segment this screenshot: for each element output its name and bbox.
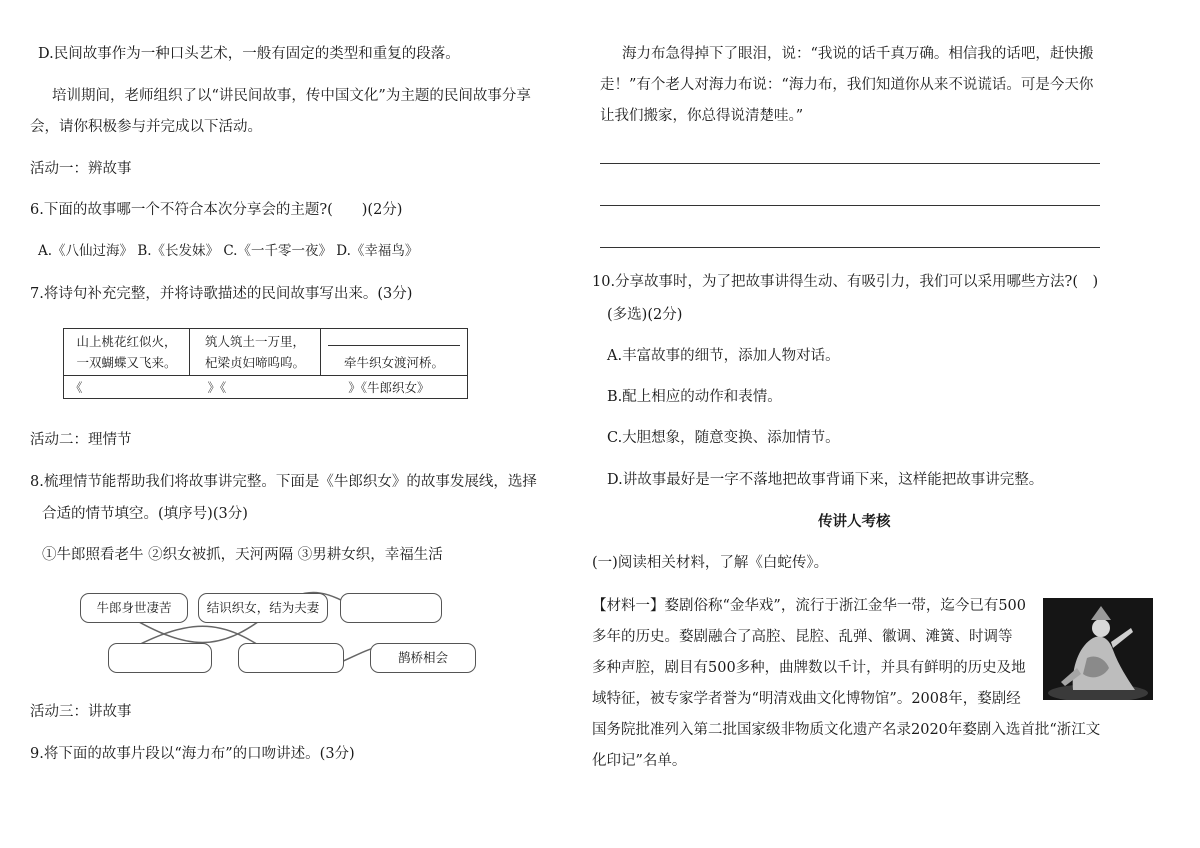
title-bracket-2: 》《 (207, 379, 227, 395)
flow-box-6: 鹊桥相会 (370, 643, 476, 673)
story-line1: 海力布急得掉下了眼泪，说：“我说的话千真万确。相信我的话吧，赶快搬 (622, 46, 1094, 62)
option-d: D.民间故事作为一种口头艺术，一般有固定的类型和重复的段落。 (38, 46, 460, 62)
poem-line: 山上桃花红似火， (76, 334, 177, 349)
flow-box-4-blank[interactable] (108, 643, 212, 673)
poem-line: 筑人筑土一万里， (204, 334, 305, 349)
subsection-1: (一)阅读相关材料，了解《白蛇传》。 (592, 555, 829, 571)
intro-line2: 会，请你积极参与并完成以下活动。 (30, 119, 262, 135)
material1-line3: 多种声腔，剧目有500多种，曲牌数以千计，并具有鲜明的历史及地 (592, 660, 1026, 676)
title-bracket-3: 》《牛郎织女》 (348, 379, 430, 395)
question-8-line2: 合适的情节填空。(填序号)(3分) (42, 506, 248, 522)
question-10-line1: 10.分享故事时，为了把故事讲得生动、有吸引力，我们可以采用哪些方法?( ) (592, 274, 1099, 290)
poem-blank[interactable] (328, 331, 460, 346)
question-6: 6.下面的故事哪一个不符合本次分享会的主题?( )(2分) (30, 202, 403, 218)
title-bracket-1: 《 (70, 379, 83, 395)
poem-cell-1 (64, 329, 190, 376)
question-8-options: ①牛郎照看老牛 ②织女被抓，天河两隔 ③男耕女织，幸福生活 (42, 547, 443, 563)
flow-box-2: 结识织女，结为夫妻 (198, 593, 328, 623)
material1-line4: 域特征，被专家学者誉为“明清戏曲文化博物馆”。2008年，婺剧经 (592, 691, 1021, 707)
question-10-option-b: B.配上相应的动作和表情。 (607, 389, 782, 405)
intro-line1: 培训期间，老师组织了以“讲民间故事，传中国文化”为主题的民间故事分享 (52, 88, 531, 104)
poem-line: 杞梁贞妇啼呜呜。 (204, 355, 305, 370)
flow-box-1: 牛郎身世凄苦 (80, 593, 188, 623)
question-10-option-a: A.丰富故事的细节，添加人物对话。 (607, 348, 840, 364)
activity3-heading: 活动三：讲故事 (30, 704, 132, 720)
question-10-line2: (多选)(2分) (607, 307, 683, 323)
flow-box-3-blank[interactable] (340, 593, 442, 623)
answer-line-1[interactable] (600, 163, 1100, 164)
story-line3: 让我们搬家，你总得说清楚哇。” (600, 108, 804, 124)
question-10-option-d: D.讲故事最好是一字不落地把故事背诵下来，这样能把故事讲完整。 (607, 472, 1044, 488)
question-6-options: A.《八仙过海》 B.《长发妹》 C.《一千零一夜》 D.《幸福鸟》 (38, 243, 419, 259)
story-line2: 走！”有个老人对海力布说：“海力布，我们知道你从来不说谎话。可是今天你 (600, 77, 1094, 93)
poem-cell-2 (190, 329, 321, 376)
question-7: 7.将诗句补充完整，并将诗歌描述的民间故事写出来。(3分) (30, 286, 413, 302)
question-9: 9.将下面的故事片段以“海力布”的口吻讲述。(3分) (30, 746, 355, 762)
section-title: 传讲人考核 (818, 513, 891, 530)
material1-line1: 【材料一】婺剧俗称“金华戏”，流行于浙江金华一带，迄今已有500 (592, 598, 1026, 614)
poem-line: 一双蝴蝶又飞来。 (76, 355, 177, 370)
opera-photo (1043, 598, 1153, 700)
answer-line-2[interactable] (600, 205, 1100, 206)
activity1-heading: 活动一：辨故事 (30, 161, 132, 177)
poem-table (63, 328, 468, 399)
flow-box-5-blank[interactable] (238, 643, 344, 673)
poem-line: 牵牛织女渡河桥。 (343, 355, 444, 370)
answer-line-3[interactable] (600, 247, 1100, 248)
question-8-line1: 8.梳理情节能帮助我们将故事讲完整。下面是《牛郎织女》的故事发展线，选择 (30, 474, 537, 490)
material1-line5: 国务院批准列入第二批国家级非物质文化遗产名录2020年婺剧入选首批“浙江文 (592, 722, 1101, 738)
poem-cell-3 (321, 329, 468, 376)
poem-titles-row (64, 376, 468, 399)
question-10-option-c: C.大胆想象，随意变换、添加情节。 (607, 430, 840, 446)
material1-line2: 多年的历史。婺剧融合了高腔、昆腔、乱弹、徽调、滩簧、时调等 (592, 629, 1013, 645)
material1-line6: 化印记”名单。 (592, 753, 687, 769)
activity2-heading: 活动二：理情节 (30, 432, 132, 448)
